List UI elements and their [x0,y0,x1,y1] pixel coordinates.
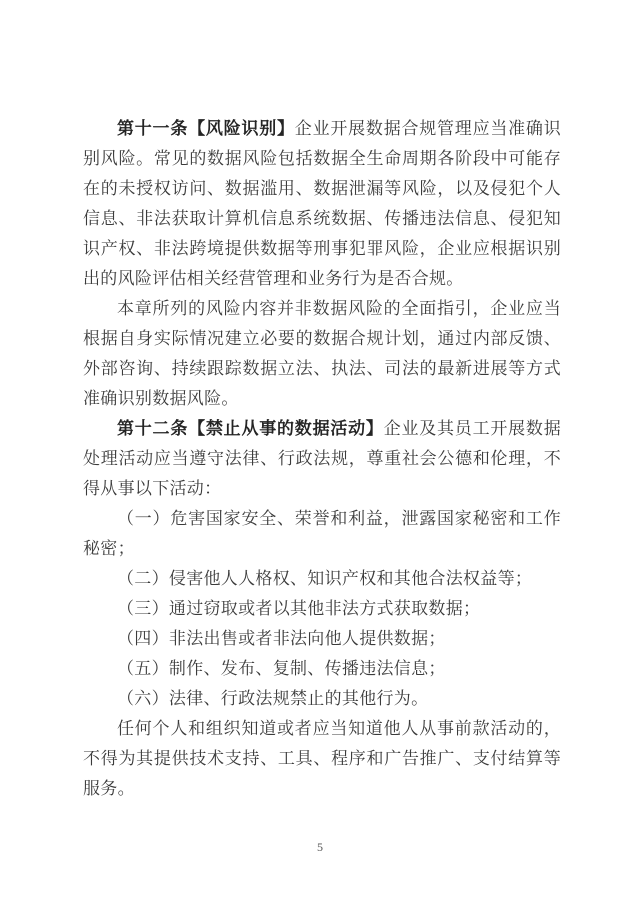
page-number: 5 [317,840,323,854]
risk-note-text: 本章所列的风险内容并非数据风险的全面指引，企业应当根据自身实际情况建立必要的数据合规计划，通过内部反馈、外部咨询、持续跟踪数据立法、执法、司法的最新进展等方式准确识别数据风险。 [83,299,561,408]
list-item-3-text: （三）通过窃取或者以其他非法方式获取数据； [117,599,481,618]
list-item-2 [83,564,561,594]
closing-text: 任何个人和组织知道或者应当知道他人从事前款活动的，不得为其提供技术支持、工具、程序和广告推广、支付结算等服务。 [83,719,561,798]
paragraph-risk-note [83,294,561,414]
list-item-5 [83,654,561,684]
document-body [83,114,561,804]
list-item-4-text: （四）非法出售或者非法向他人提供数据； [117,629,446,648]
paragraph-article-12 [83,414,561,504]
list-item-1 [83,504,561,564]
list-item-1-text: （一）危害国家安全、荣誉和利益，泄露国家秘密和工作秘密； [83,509,561,558]
list-item-5-text: （五）制作、发布、复制、传播违法信息； [117,659,446,678]
list-item-2-text: （二）侵害他人人格权、知识产权和其他合法权益等； [117,569,533,588]
list-item-6 [83,684,561,714]
list-item-4 [83,624,561,654]
article-11-heading: 第十一条【风险识别】 [117,119,295,138]
paragraph-closing [83,714,561,804]
article-12-text: 企业及其员工开展数据处理活动应当遵守法律、行政法规，尊重社会公德和伦理，不得从事以下活动： [83,419,561,498]
article-11-text: 企业开展数据合规管理应当准确识别风险。常见的数据风险包括数据全生命周期各阶段中可能存在的未授权访问、数据滥用、数据泄漏等风险，以及侵犯个人信息、非法获取计算机信息系统数据、传播违法信息、侵犯知识产权、非法跨境提供数据等刑事犯罪风险，企业应根据识别出的风险评估相关经营管理和业务行为是否合规。 [83,119,562,288]
paragraph-article-11 [83,114,561,294]
list-item-3 [83,594,561,624]
list-item-6-text: （六）法律、行政法规禁止的其他行为。 [117,689,429,708]
article-12-heading: 第十二条【禁止从事的数据活动】 [117,419,384,438]
